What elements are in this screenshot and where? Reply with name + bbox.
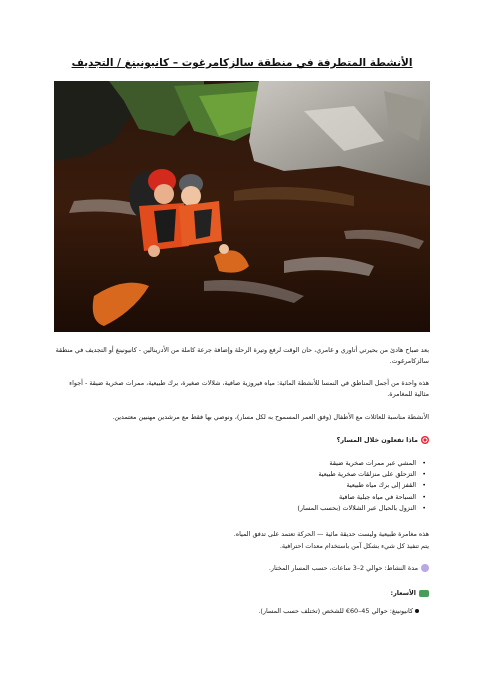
list-item: • السباحة في مياه جبلية صافية [200,492,416,503]
safety-paragraph: يتم تنفيذ كل شيء بشكل آمن باستخدام معدات احترافية. [279,542,429,550]
clock-icon [421,564,429,572]
list-item: • المشي عبر ممرات صخرية ضيقة [200,458,416,469]
list-item: • النزول بالحبال عبر الشلالات (بحسب المسار) [200,503,416,514]
target-icon [421,436,429,444]
activities-list [200,458,416,514]
price-item: كانيونينغ: حوالي 45–60€ للشخص (تختلف حسب المسار). [258,607,413,615]
duration-text: مدة النشاط: حوالي 2–3 ساعات، حسب المسار المختار. [268,564,418,572]
money-icon [419,590,429,597]
prices-heading [300,588,429,599]
intro-paragraph: بعد صباح هادئ من بحيرتي أتاوري و غامري، حان الوقت لرفع وتيرة الرحلة وإضافة جرعة كاملة من الأدرينالين - كانيونينغ أو التجديف في منطقة سالزكامرغوت. [55,346,429,365]
nature-paragraph: هذه مغامرة طبيعية وليست حديقة مائية — الحركة تعتمد على تدفق المياه. [233,530,429,538]
duration-line [150,563,429,574]
list-item: • التزحلق على منزلقات صخرية طبيعية [200,469,416,480]
prices-heading-text: الأسعار: [390,589,416,597]
activities-heading [200,435,429,446]
page-title: الأنشطة المتطرفة في منطقة سالزكامرغوت – كانيونينغ / التجديف [71,57,413,69]
price-bullet [415,609,419,613]
canyoning-photo [54,81,430,332]
activities-heading-text: ماذا تفعلون خلال المسار؟ [336,436,418,444]
region-paragraph: هذه واحدة من أجمل المناطق في النمسا للأنشطة المائية: مياه فيروزية صافية، شلالات صغيرة، برك طبيعية، ممرات صخرية ضيقة - أجواء مثالية للمغامرة. [69,379,429,398]
families-paragraph: الأنشطة مناسبة للعائلات مع الأطفال (وفق العمر المسموح به لكل مسار)، ونوصي بها فقط مع مرشدين مهنيين معتمدين. [112,413,429,421]
list-item: • القفز إلى برك مياه طبيعية [200,480,416,491]
